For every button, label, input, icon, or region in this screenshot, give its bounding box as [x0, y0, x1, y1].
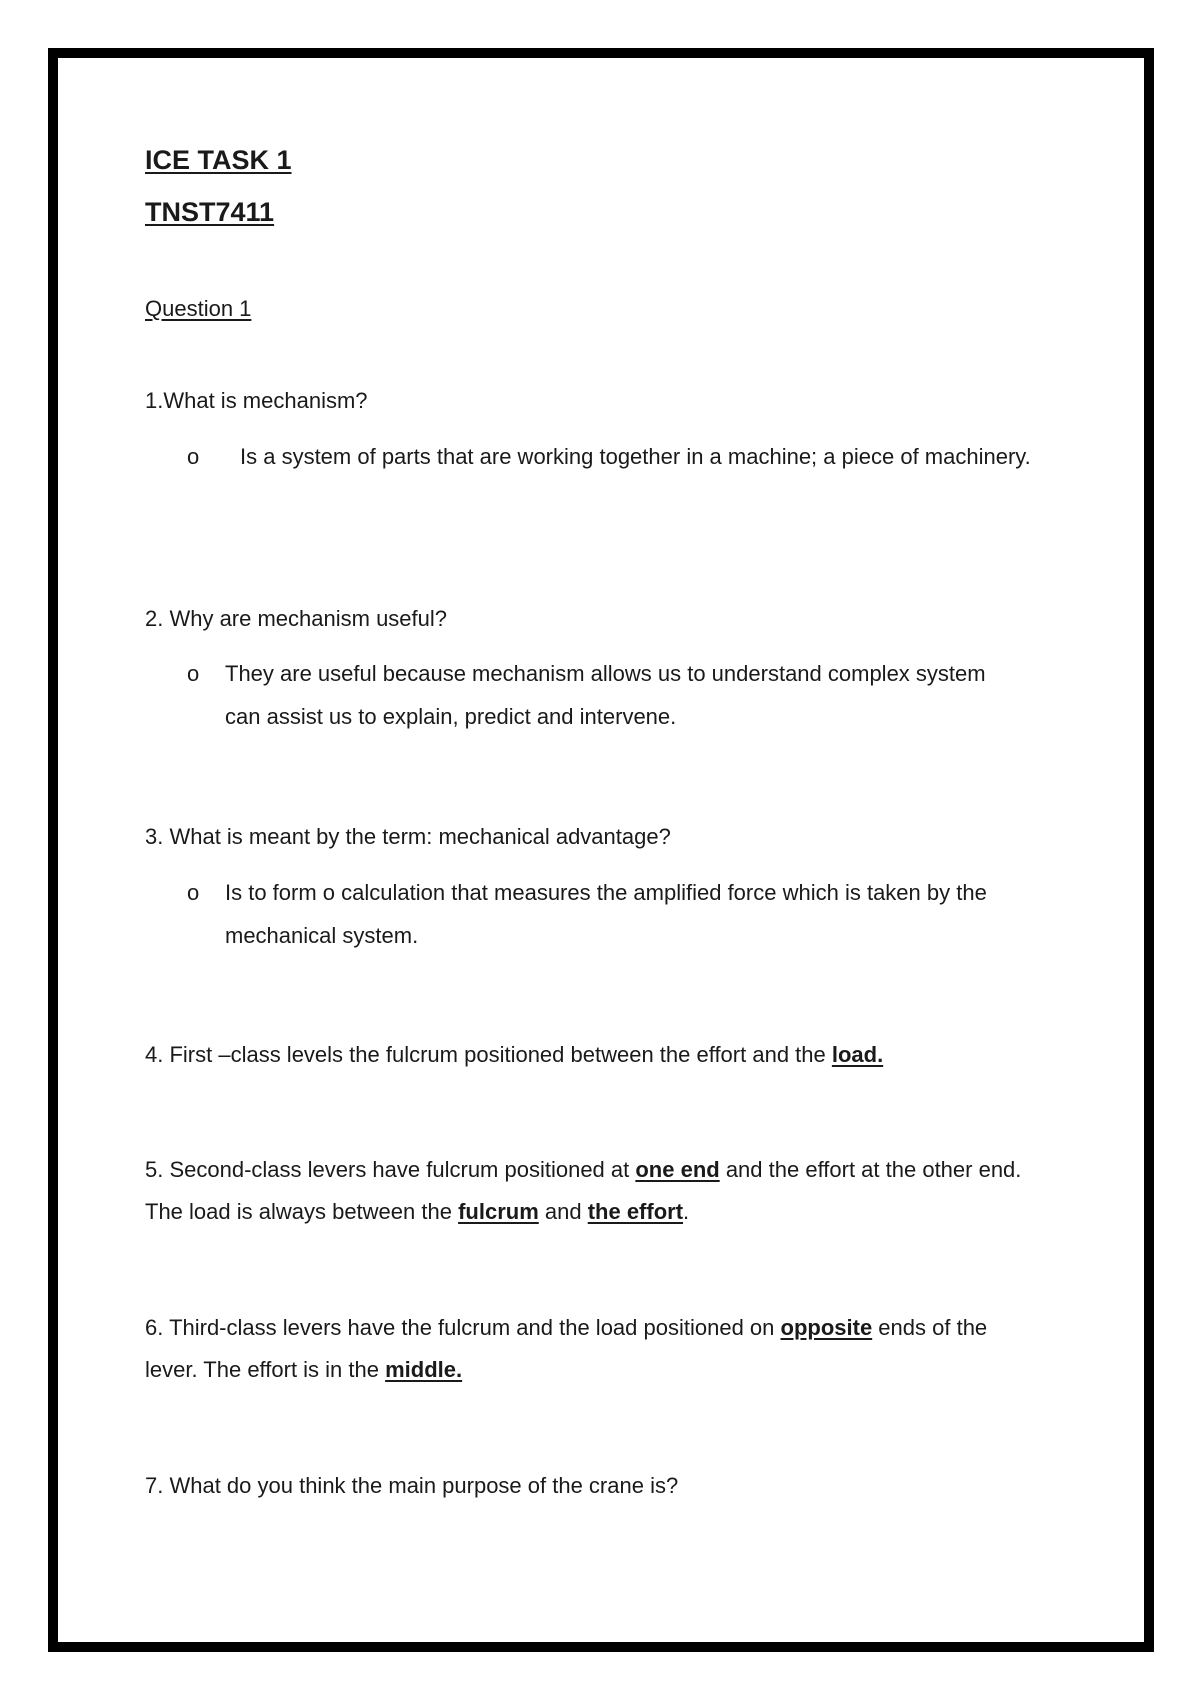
bullet-marker: o — [187, 444, 200, 469]
fill-in-question-6 — [145, 1307, 1045, 1391]
course-code: TNST7411 — [145, 197, 275, 227]
q5-answer-the-effort: the effort — [587, 1199, 684, 1224]
question-3: 3. What is meant by the term: mechanical advantage? — [145, 824, 671, 849]
answer-3: Is to form o calculation that measures the amplified force which is taken by the mechanical system. — [225, 880, 987, 948]
question-1: 1.What is mechanism? — [145, 388, 368, 413]
answer-2: They are useful because mechanism allows us to understand complex system can assist us to explain, predict and intervene. — [225, 661, 986, 729]
q5-text-start: 5. Second-class levers have fulcrum positioned at — [145, 1157, 636, 1182]
q6-answer-middle: middle. — [385, 1357, 463, 1382]
document-title: ICE TASK 1 — [145, 145, 292, 175]
q5-text-and: and — [538, 1199, 588, 1224]
question-7: 7. What do you think the main purpose of the crane is? — [145, 1473, 679, 1498]
q5-answer-one-end: one end — [635, 1157, 720, 1182]
q6-answer-opposite: opposite — [780, 1315, 873, 1340]
q4-text: 4. First –class levels the fulcrum positioned between the effort and the — [145, 1042, 832, 1067]
fill-in-question-5 — [145, 1149, 1045, 1233]
q5-text-middle: and the effort at the other end. The load is always between the — [145, 1157, 1022, 1224]
q6-text-start: 6. Third-class levers have the fulcrum and the load positioned on — [145, 1315, 781, 1340]
bullet-marker: o — [187, 661, 200, 686]
q5-answer-fulcrum: fulcrum — [458, 1199, 539, 1224]
bullet-marker: o — [187, 880, 200, 905]
q5-text-end: . — [683, 1199, 690, 1224]
q6-text-middle: ends of the lever. The effort is in the — [145, 1315, 988, 1382]
q4-answer-load: load. — [831, 1042, 884, 1067]
section-heading: Question 1 — [145, 296, 252, 321]
fill-in-question-4 — [145, 1034, 883, 1076]
answer-1: Is a system of parts that are working together in a machine; a piece of machinery. — [240, 444, 1031, 469]
question-2: 2. Why are mechanism useful? — [145, 606, 448, 631]
